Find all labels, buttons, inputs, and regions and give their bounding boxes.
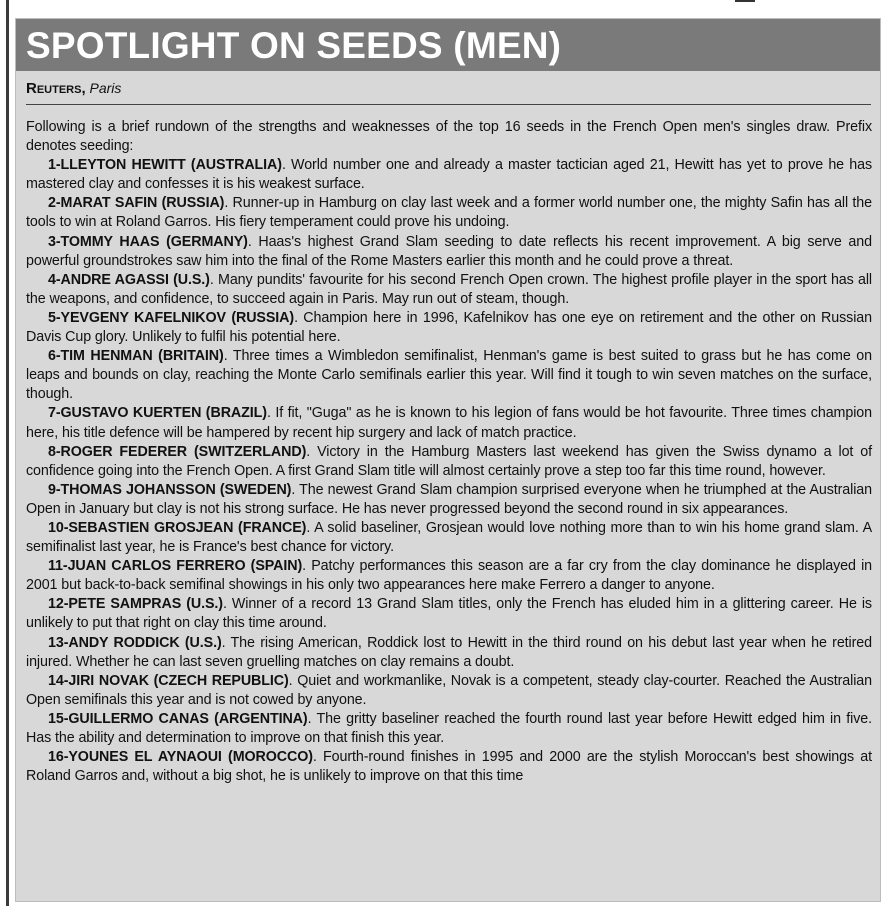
seed-name: 1-LLEYTON HEWITT (AUSTRALIA)	[48, 157, 282, 174]
headline-band	[16, 19, 880, 71]
column-rule	[6, 0, 9, 906]
headline: SPOTLIGHT ON SEEDS (MEN)	[26, 25, 562, 66]
seed-description: . The rising American, Roddick lost to Hewitt in the third round on his debut last year when he retired injured. Whether he can last seven gruelling matches on clay remains a doubt.	[26, 634, 872, 670]
seed-name: 5-YEVGENY KAFELNIKOV (RUSSIA)	[48, 309, 295, 326]
seed-description: . Runner-up in Hamburg on clay last week and a former world number one, the mighty Safin has all the tools to win at Roland Garros. His fiery temperament could prove his undoing.	[26, 195, 872, 231]
byline	[26, 79, 871, 105]
seed-name: 9-THOMAS JOHANSSON (SWEDEN)	[48, 481, 292, 498]
byline-dateline: Paris	[89, 80, 122, 96]
seed-entry	[26, 309, 872, 347]
seed-description: . Patchy performances this season are a far cry from the clay dominance he displayed in 2001 but back-to-back semifinal showings in his only two appearances here make Ferrero a danger to anyone.	[26, 558, 872, 594]
seed-entry	[26, 404, 872, 442]
seed-entry	[26, 748, 872, 786]
seed-description: . World number one and already a master tactician aged 21, Hewitt has yet to prove he has mastered clay and confesses it is his weakest surface.	[26, 157, 872, 193]
seed-entry	[26, 443, 872, 481]
seed-name: 12-PETE SAMPRAS (U.S.)	[48, 596, 223, 613]
seed-name: 2-MARAT SAFIN (RUSSIA)	[48, 195, 225, 212]
top-rule	[735, 0, 755, 2]
intro-paragraph: Following is a brief rundown of the strengths and weaknesses of the top 16 seeds in the French Open men's singles draw. Prefix denotes seeding:	[26, 119, 872, 155]
seed-entry	[26, 481, 872, 519]
seed-list	[26, 156, 872, 786]
seed-description: . Three times a Wimbledon semifinalist, Henman's game is best suited to grass but he has come on leaps and bounds on clay, reaching the Monte Carlo semifinals earlier this year. Will find it tough to win seven matches on the surface, though.	[26, 348, 872, 403]
seed-description: . Winner of a record 13 Grand Slam titles, only the French has eluded him in a glittering career. He is unlikely to put that right on clay this time around.	[26, 596, 872, 632]
article-body	[26, 118, 872, 786]
seed-name: 10-SEBASTIEN GROSJEAN (FRANCE)	[48, 519, 307, 536]
seed-description: . If fit, "Guga" as he is known to his legion of fans would be hot favourite. Three times champion here, his title defence will be hampered by recent hip surgery and lack of match practice.	[26, 405, 872, 441]
seed-description: . Quiet and workmanlike, Novak is a competent, steady clay-courter. Reached the Australian Open semifinals this year and is not cowed by anyone.	[26, 672, 872, 708]
seed-description: . Haas's highest Grand Slam seeding to date reflects his recent improvement. A big serve and powerful groundstrokes saw him into the final of the Rome Masters earlier this month and he could prove a threat.	[26, 233, 872, 269]
seed-name: 15-GUILLERMO CANAS (ARGENTINA)	[48, 710, 308, 727]
seed-entry	[26, 672, 872, 710]
article-box	[15, 18, 881, 902]
seed-name: 6-TIM HENMAN (BRITAIN)	[48, 348, 224, 365]
seed-entry	[26, 557, 872, 595]
seed-name: 13-ANDY RODDICK (U.S.)	[48, 634, 222, 651]
byline-agency: Reuters,	[26, 80, 86, 97]
seed-name: 8-ROGER FEDERER (SWITZERLAND)	[48, 443, 307, 460]
seed-description: . The newest Grand Slam champion surprised everyone when he triumphed at the Australian Open in January but clay is not his strong surface. He has never progressed beyond the second round in six appearances.	[26, 481, 872, 517]
seed-description: . The gritty baseliner reached the fourth round last year before Hewitt edged him in five. Has the ability and determination to improve on that finish this year.	[26, 710, 872, 746]
seed-description: . Fourth-round finishes in 1995 and 2000 are the stylish Moroccan's best showings at Roland Garros and, without a big shot, he is unlikely to improve on that this time	[26, 749, 872, 785]
seed-entry	[26, 347, 872, 404]
seed-description: . A solid baseliner, Grosjean would love nothing more than to win his home grand slam. A semifinalist last year, he is France's best chance for victory.	[26, 519, 872, 556]
seed-entry	[26, 710, 872, 748]
seed-entry	[26, 156, 872, 194]
seed-name: 11-JUAN CARLOS FERRERO (SPAIN)	[48, 558, 303, 575]
seed-description: . Victory in the Hamburg Masters last weekend has given the Swiss dynamo a lot of confidence going into the French Open. A first Grand Slam title will almost certainly prove a step too far this time round, however.	[26, 443, 872, 479]
seed-entry	[26, 194, 872, 232]
seed-description: . Many pundits' favourite for his second French Open crown. The highest profile player in the sport has all the weapons, and confidence, to succeed again in Paris. May run out of steam, though.	[26, 271, 872, 307]
seed-name: 7-GUSTAVO KUERTEN (BRAZIL)	[48, 405, 267, 422]
seed-name: 4-ANDRE AGASSI (U.S.)	[48, 271, 210, 288]
seed-name: 3-TOMMY HAAS (GERMANY)	[48, 233, 248, 250]
seed-entry	[26, 519, 872, 557]
seed-name: 14-JIRI NOVAK (CZECH REPUBLIC)	[48, 672, 289, 689]
seed-entry	[26, 233, 872, 271]
seed-entry	[26, 595, 872, 633]
seed-entry	[26, 634, 872, 672]
seed-entry	[26, 271, 872, 309]
seed-description: . Champion here in 1996, Kafelnikov has one eye on retirement and the other on Russian Davis Cup glory. Unlikely to fulfil his potential here.	[26, 309, 872, 346]
seed-name: 16-YOUNES EL AYNAOUI (MOROCCO)	[48, 749, 313, 766]
